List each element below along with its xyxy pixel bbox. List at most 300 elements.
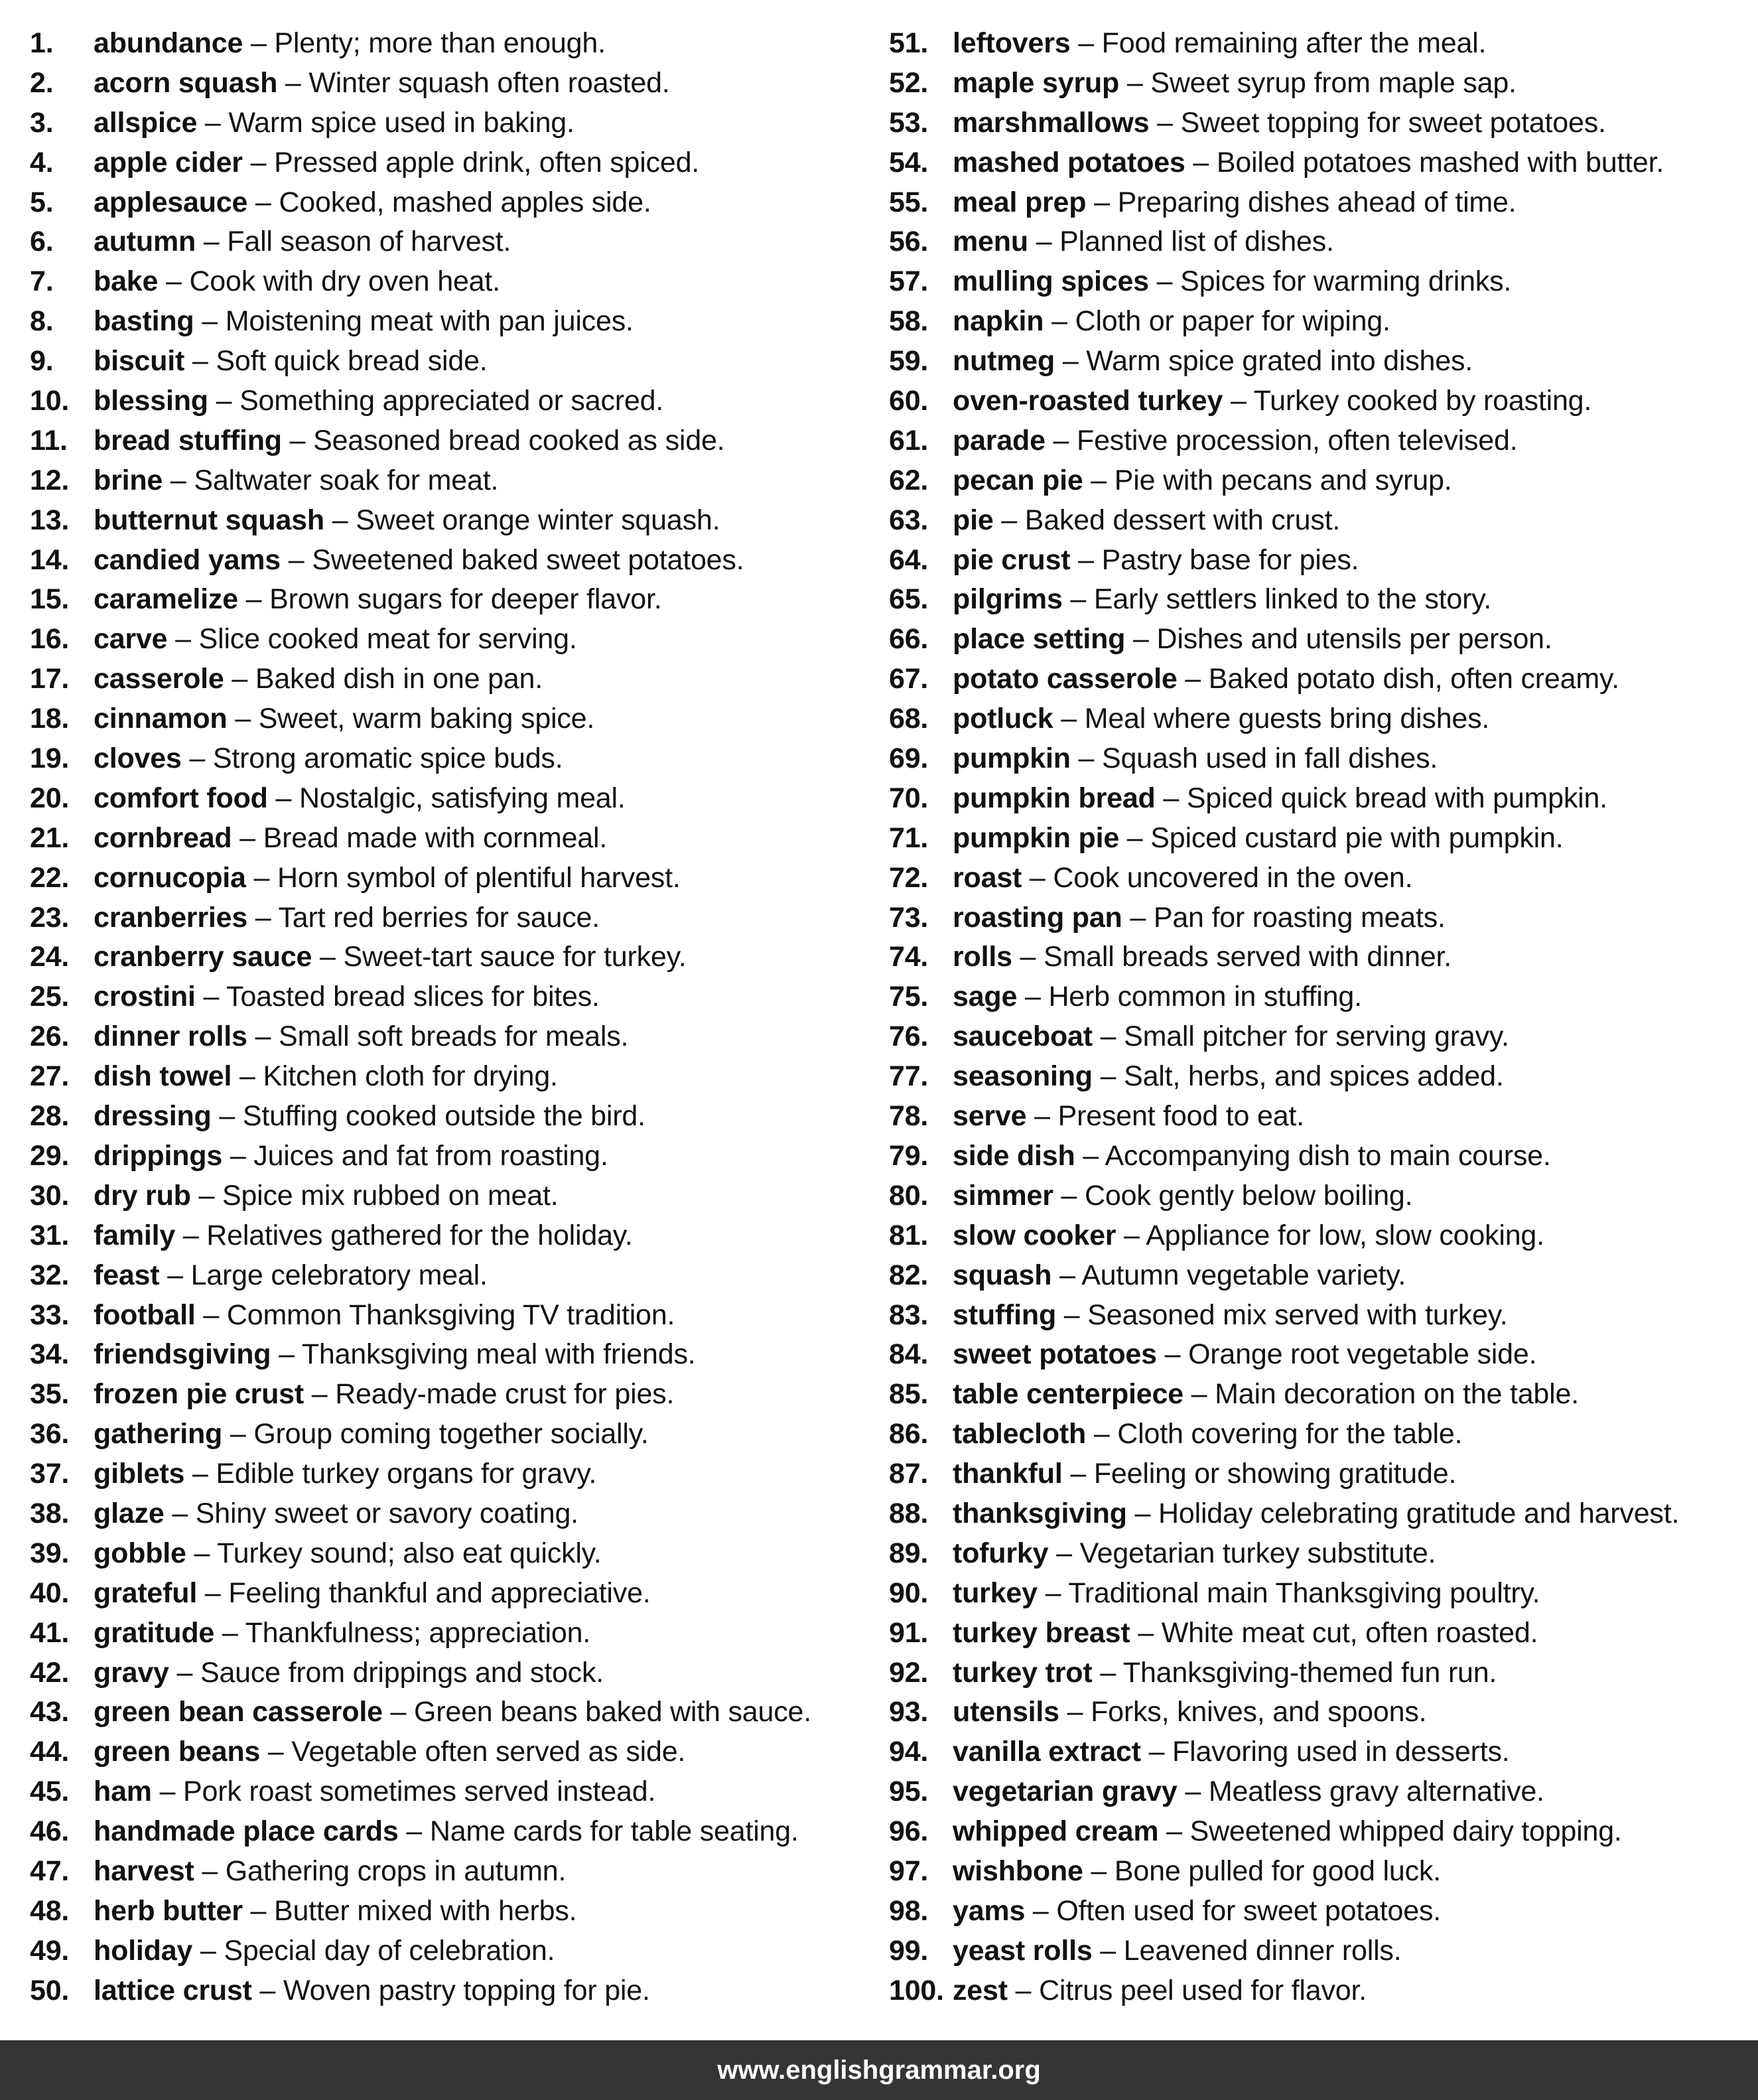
item-term: pilgrims bbox=[953, 583, 1063, 616]
item-separator: – bbox=[1062, 583, 1094, 616]
vocabulary-item bbox=[30, 898, 886, 938]
item-definition: White meat cut, often roasted. bbox=[1161, 1616, 1538, 1649]
item-definition: Bone pulled for good luck. bbox=[1114, 1855, 1441, 1887]
item-term: napkin bbox=[953, 305, 1044, 338]
item-separator: – bbox=[1119, 821, 1151, 854]
item-term: gathering bbox=[94, 1418, 223, 1450]
item-entry bbox=[94, 898, 600, 938]
item-definition: Slice cooked meat for serving. bbox=[198, 623, 577, 656]
item-entry bbox=[953, 1494, 1679, 1534]
item-separator: – bbox=[1056, 1298, 1088, 1331]
item-number: 84. bbox=[889, 1338, 929, 1371]
item-entry bbox=[953, 421, 1517, 461]
item-definition: Sweet orange winter squash. bbox=[356, 504, 720, 536]
vocabulary-item bbox=[889, 1574, 1751, 1614]
item-number: 14. bbox=[30, 543, 70, 576]
item-separator: – bbox=[211, 1100, 243, 1133]
item-entry bbox=[94, 819, 607, 859]
item-number: 68. bbox=[889, 703, 929, 735]
item-number: 29. bbox=[30, 1139, 70, 1172]
item-entry bbox=[94, 938, 686, 977]
item-number: 58. bbox=[889, 305, 929, 338]
item-entry bbox=[94, 1653, 604, 1693]
item-separator: – bbox=[1028, 226, 1060, 258]
item-number: 31. bbox=[30, 1219, 70, 1251]
item-number: 93. bbox=[889, 1696, 929, 1728]
item-definition: Small soft breads for meals. bbox=[278, 1020, 629, 1053]
item-number: 11. bbox=[30, 424, 68, 456]
item-entry bbox=[953, 461, 1452, 501]
vocabulary-item bbox=[889, 580, 1751, 620]
vocabulary-item bbox=[30, 1375, 886, 1415]
item-number: 72. bbox=[889, 861, 929, 894]
item-term: gravy bbox=[94, 1656, 169, 1689]
item-definition: Meatless gravy alternative. bbox=[1208, 1776, 1544, 1808]
item-definition: Juices and fat from roasting. bbox=[253, 1139, 608, 1172]
item-term: slow cooker bbox=[953, 1219, 1116, 1251]
item-separator: – bbox=[1053, 703, 1085, 735]
item-term: cloves bbox=[94, 742, 182, 775]
item-definition: Sweet topping for sweet potatoes. bbox=[1180, 106, 1606, 139]
item-term: roasting pan bbox=[953, 901, 1122, 934]
item-term: cranberries bbox=[94, 901, 248, 934]
item-separator: – bbox=[1017, 981, 1049, 1013]
item-term: harvest bbox=[94, 1855, 194, 1887]
item-term: wishbone bbox=[953, 1855, 1083, 1887]
item-term: casserole bbox=[94, 663, 224, 695]
item-term: blessing bbox=[94, 385, 208, 417]
item-separator: – bbox=[214, 1616, 245, 1649]
item-term: bread stuffing bbox=[94, 424, 282, 456]
item-entry bbox=[94, 977, 600, 1017]
item-number: 99. bbox=[889, 1934, 929, 1967]
item-definition: Feeling thankful and appreciative. bbox=[228, 1576, 651, 1609]
vocabulary-item bbox=[30, 1415, 886, 1454]
item-definition: Sweet-tart sauce for turkey. bbox=[343, 941, 687, 973]
item-term: glaze bbox=[94, 1497, 165, 1529]
item-term: green beans bbox=[94, 1736, 261, 1768]
vocabulary-item bbox=[30, 421, 886, 461]
item-definition: Present food to eat. bbox=[1057, 1100, 1304, 1133]
item-number: 49. bbox=[30, 1934, 70, 1967]
item-definition: Preparing dishes ahead of time. bbox=[1117, 186, 1517, 218]
item-separator: – bbox=[1086, 186, 1118, 218]
item-entry bbox=[953, 64, 1517, 104]
item-separator: – bbox=[1092, 1020, 1124, 1053]
item-entry bbox=[94, 660, 543, 699]
vocabulary-item bbox=[30, 24, 886, 64]
item-entry bbox=[953, 382, 1591, 421]
item-number: 27. bbox=[30, 1060, 70, 1093]
vocabulary-item bbox=[30, 143, 886, 183]
item-term: meal prep bbox=[953, 186, 1087, 218]
item-number: 53. bbox=[889, 106, 929, 139]
item-term: menu bbox=[953, 226, 1028, 258]
item-entry bbox=[953, 1216, 1544, 1256]
item-separator: – bbox=[1223, 385, 1254, 417]
item-number: 92. bbox=[889, 1656, 929, 1689]
item-separator: – bbox=[277, 66, 309, 99]
item-definition: Winter squash often roasted. bbox=[308, 66, 670, 99]
vocabulary-item bbox=[889, 1732, 1751, 1772]
item-term: thankful bbox=[953, 1458, 1063, 1490]
vocabulary-item bbox=[889, 1772, 1751, 1812]
vocabulary-item bbox=[30, 1614, 886, 1653]
item-entry bbox=[953, 1812, 1622, 1852]
item-definition: Spiced custard pie with pumpkin. bbox=[1150, 821, 1564, 854]
item-term: butternut squash bbox=[94, 504, 324, 536]
item-separator: – bbox=[1116, 1219, 1146, 1251]
item-separator: – bbox=[267, 782, 299, 814]
item-definition: Pork roast sometimes served instead. bbox=[183, 1776, 656, 1808]
item-entry bbox=[953, 898, 1446, 938]
item-separator: – bbox=[1125, 623, 1157, 656]
item-definition: Salt, herbs, and spices added. bbox=[1124, 1060, 1504, 1093]
item-term: table centerpiece bbox=[953, 1378, 1183, 1411]
item-definition: Saltwater soak for meat. bbox=[194, 464, 499, 496]
item-separator: – bbox=[1122, 901, 1154, 934]
item-entry bbox=[953, 541, 1359, 581]
item-term: squash bbox=[953, 1259, 1052, 1291]
item-entry bbox=[94, 1494, 578, 1534]
item-separator: – bbox=[1062, 1458, 1094, 1490]
item-separator: – bbox=[271, 1338, 302, 1371]
item-definition: Cook uncovered in the oven. bbox=[1053, 861, 1413, 894]
item-number: 54. bbox=[889, 146, 929, 178]
item-term: serve bbox=[953, 1100, 1027, 1133]
item-entry bbox=[94, 1375, 674, 1415]
vocabulary-item bbox=[889, 1534, 1751, 1574]
vocabulary-item bbox=[889, 1176, 1751, 1216]
item-number: 82. bbox=[889, 1259, 929, 1291]
item-definition: Thankfulness; appreciation. bbox=[245, 1616, 591, 1649]
item-term: ham bbox=[94, 1776, 152, 1808]
item-entry bbox=[94, 1454, 596, 1494]
item-term: tablecloth bbox=[953, 1418, 1087, 1450]
item-separator: – bbox=[1070, 27, 1102, 59]
item-entry bbox=[953, 779, 1607, 819]
vocabulary-item bbox=[30, 1653, 886, 1693]
item-term: comfort food bbox=[94, 782, 268, 814]
item-number: 57. bbox=[889, 265, 929, 298]
item-number: 6. bbox=[30, 226, 54, 258]
item-definition: Bread made with cornmeal. bbox=[263, 821, 608, 854]
item-separator: – bbox=[1126, 1497, 1159, 1529]
item-entry bbox=[953, 1335, 1536, 1375]
item-number: 33. bbox=[30, 1298, 70, 1331]
item-separator: – bbox=[181, 742, 213, 775]
item-entry bbox=[94, 1693, 811, 1732]
item-definition: Butter mixed with herbs. bbox=[273, 1894, 577, 1927]
item-entry bbox=[953, 1415, 1462, 1454]
item-definition: Early settlers linked to the story. bbox=[1093, 583, 1492, 616]
item-term: brine bbox=[94, 464, 163, 496]
item-separator: – bbox=[1148, 265, 1181, 298]
item-number: 59. bbox=[889, 345, 929, 378]
item-entry bbox=[94, 1574, 651, 1614]
item-entry bbox=[953, 977, 1362, 1017]
item-entry bbox=[94, 1971, 650, 2011]
item-term: cornbread bbox=[94, 821, 232, 854]
item-entry bbox=[94, 302, 634, 342]
item-entry bbox=[953, 1176, 1412, 1216]
item-separator: – bbox=[1092, 1934, 1124, 1967]
vocabulary-item bbox=[889, 461, 1751, 501]
item-entry bbox=[94, 1216, 633, 1256]
vocabulary-item bbox=[30, 302, 886, 342]
item-separator: – bbox=[281, 543, 312, 576]
item-term: turkey bbox=[953, 1576, 1038, 1609]
item-number: 96. bbox=[889, 1815, 929, 1848]
item-number: 24. bbox=[30, 941, 70, 973]
item-entry bbox=[94, 739, 563, 779]
vocabulary-item bbox=[30, 977, 886, 1017]
vocabulary-item bbox=[889, 1256, 1751, 1296]
item-definition: Pressed apple drink, often spiced. bbox=[274, 146, 700, 178]
item-definition: Nostalgic, satisfying meal. bbox=[299, 782, 626, 814]
item-entry bbox=[94, 1772, 655, 1812]
item-separator: – bbox=[303, 1378, 336, 1411]
item-number: 55. bbox=[889, 186, 929, 218]
item-definition: Dishes and utensils per person. bbox=[1156, 623, 1552, 656]
item-term: drippings bbox=[94, 1139, 223, 1172]
vocabulary-item bbox=[30, 1454, 886, 1494]
item-number: 67. bbox=[889, 663, 929, 695]
item-definition: Name cards for table seating. bbox=[429, 1815, 799, 1848]
item-number: 38. bbox=[30, 1497, 70, 1529]
item-term: dish towel bbox=[94, 1060, 232, 1093]
item-term: acorn squash bbox=[94, 66, 278, 99]
item-term: allspice bbox=[94, 106, 198, 139]
item-separator: – bbox=[324, 504, 356, 536]
item-number: 60. bbox=[889, 385, 929, 417]
item-entry bbox=[94, 1097, 645, 1137]
item-number: 45. bbox=[30, 1776, 70, 1808]
item-number: 16. bbox=[30, 623, 70, 656]
item-definition: Citrus peel used for flavor. bbox=[1039, 1974, 1367, 2006]
vocabulary-item bbox=[30, 699, 886, 739]
item-entry bbox=[94, 1931, 555, 1971]
item-entry bbox=[953, 1097, 1304, 1137]
item-separator: – bbox=[169, 1656, 200, 1689]
item-term: giblets bbox=[94, 1458, 185, 1490]
vocabulary-item bbox=[30, 461, 886, 501]
item-definition: Meal where guests bring dishes. bbox=[1084, 703, 1490, 735]
item-definition: Autumn vegetable variety. bbox=[1081, 1259, 1406, 1291]
item-number: 35. bbox=[30, 1378, 70, 1411]
item-separator: – bbox=[1045, 424, 1077, 456]
vocabulary-item bbox=[30, 64, 886, 104]
item-number: 40. bbox=[30, 1576, 70, 1609]
vocabulary-item bbox=[30, 262, 886, 302]
item-definition: Cloth covering for the table. bbox=[1117, 1418, 1463, 1450]
item-definition: Thanksgiving meal with friends. bbox=[301, 1338, 696, 1371]
item-definition: Accompanying dish to main course. bbox=[1105, 1139, 1551, 1172]
item-separator: – bbox=[382, 1696, 415, 1728]
item-entry bbox=[953, 1256, 1406, 1296]
vocabulary-item bbox=[889, 1415, 1751, 1454]
item-entry bbox=[953, 1017, 1509, 1057]
footer-website-text: www.englishgrammar.org bbox=[717, 2055, 1041, 2085]
item-definition: Common Thanksgiving TV tradition. bbox=[226, 1298, 675, 1331]
item-separator: – bbox=[237, 583, 270, 616]
item-definition: Squash used in fall dishes. bbox=[1101, 742, 1438, 775]
item-term: vegetarian gravy bbox=[953, 1776, 1178, 1808]
item-number: 56. bbox=[889, 226, 929, 258]
vocabulary-item bbox=[889, 1931, 1751, 1971]
item-term: crostini bbox=[94, 981, 196, 1013]
item-number: 28. bbox=[30, 1100, 70, 1133]
item-term: potato casserole bbox=[953, 663, 1178, 695]
item-entry bbox=[94, 104, 575, 143]
item-entry bbox=[94, 64, 670, 104]
item-definition: Moistening meat with pan juices. bbox=[225, 305, 634, 338]
item-entry bbox=[953, 1137, 1551, 1176]
item-term: feast bbox=[94, 1259, 160, 1291]
vocabulary-item bbox=[30, 1772, 886, 1812]
item-entry bbox=[94, 1732, 685, 1772]
item-term: oven-roasted turkey bbox=[953, 385, 1223, 417]
item-entry bbox=[953, 104, 1606, 143]
vocabulary-item bbox=[889, 699, 1751, 739]
item-definition: Festive procession, often televised. bbox=[1077, 424, 1518, 456]
item-separator: – bbox=[184, 1458, 216, 1490]
item-term: grateful bbox=[94, 1576, 198, 1609]
item-separator: – bbox=[1059, 1696, 1091, 1728]
item-separator: – bbox=[1130, 1616, 1162, 1649]
item-number: 62. bbox=[889, 464, 929, 496]
item-term: apple cider bbox=[94, 146, 243, 178]
item-definition: Group coming together socially. bbox=[253, 1418, 649, 1450]
item-term: whipped cream bbox=[953, 1815, 1159, 1848]
item-definition: Cooked, mashed apples side. bbox=[279, 186, 651, 218]
item-separator: – bbox=[164, 1497, 196, 1529]
item-definition: Fall season of harvest. bbox=[227, 226, 511, 258]
item-entry bbox=[953, 302, 1390, 342]
vocabulary-item bbox=[889, 1017, 1751, 1057]
item-number: 22. bbox=[30, 861, 70, 894]
item-number: 32. bbox=[30, 1259, 70, 1291]
vocabulary-item bbox=[889, 342, 1751, 382]
item-term: yeast rolls bbox=[953, 1934, 1093, 1967]
vocabulary-item bbox=[30, 779, 886, 819]
item-separator: – bbox=[1177, 1776, 1209, 1808]
item-definition: Sweetened baked sweet potatoes. bbox=[312, 543, 744, 576]
item-separator: – bbox=[243, 27, 275, 59]
item-definition: Strong aromatic spice buds. bbox=[212, 742, 563, 775]
item-definition: Appliance for low, slow cooking. bbox=[1146, 1219, 1544, 1251]
vocabulary-item bbox=[889, 64, 1751, 104]
item-definition: Seasoned mix served with turkey. bbox=[1087, 1298, 1508, 1331]
item-term: simmer bbox=[953, 1179, 1053, 1212]
item-number: 50. bbox=[30, 1974, 70, 2006]
item-definition: Flavoring used in desserts. bbox=[1172, 1736, 1510, 1768]
item-number: 37. bbox=[30, 1458, 70, 1490]
item-number: 73. bbox=[889, 901, 929, 934]
vocabulary-item bbox=[889, 898, 1751, 938]
vocabulary-item bbox=[30, 541, 886, 581]
item-entry bbox=[953, 859, 1412, 898]
item-entry bbox=[94, 461, 498, 501]
item-term: caramelize bbox=[94, 583, 238, 616]
item-term: roast bbox=[953, 861, 1022, 894]
item-number: 30. bbox=[30, 1179, 70, 1212]
item-separator: – bbox=[1156, 1338, 1189, 1371]
vocabulary-item bbox=[889, 1693, 1751, 1732]
item-entry bbox=[94, 541, 744, 581]
item-entry bbox=[94, 222, 511, 262]
item-definition: Turkey sound; also eat quickly. bbox=[217, 1537, 602, 1569]
item-separator: – bbox=[1083, 464, 1115, 496]
item-number: 13. bbox=[30, 504, 70, 536]
item-term: holiday bbox=[94, 1934, 193, 1967]
item-term: handmade place cards bbox=[94, 1815, 399, 1848]
item-separator: – bbox=[194, 305, 226, 338]
item-entry bbox=[94, 779, 626, 819]
item-number: 43. bbox=[30, 1696, 70, 1728]
vocabulary-item bbox=[30, 1057, 886, 1097]
item-number: 94. bbox=[889, 1736, 929, 1768]
item-separator: – bbox=[1183, 1378, 1215, 1411]
item-separator: – bbox=[194, 1855, 226, 1887]
vocabulary-item bbox=[30, 620, 886, 660]
vocabulary-item bbox=[889, 143, 1751, 183]
item-number: 80. bbox=[889, 1179, 929, 1212]
vocabulary-item bbox=[889, 1494, 1751, 1534]
item-term: pumpkin bbox=[953, 742, 1071, 775]
item-entry bbox=[953, 699, 1489, 739]
item-number: 34. bbox=[30, 1338, 70, 1371]
item-entry bbox=[953, 1454, 1456, 1494]
item-number: 19. bbox=[30, 742, 70, 775]
vocabulary-item bbox=[30, 1931, 886, 1971]
vocabulary-item bbox=[889, 977, 1751, 1017]
item-definition: Woven pastry topping for pie. bbox=[283, 1974, 650, 2006]
vocabulary-item bbox=[889, 1812, 1751, 1852]
vocabulary-item bbox=[30, 1693, 886, 1732]
vocabulary-column-left bbox=[30, 24, 886, 2011]
vocabulary-item bbox=[30, 342, 886, 382]
vocabulary-item bbox=[889, 1216, 1751, 1256]
vocabulary-item bbox=[30, 222, 886, 262]
item-definition: Large celebratory meal. bbox=[190, 1259, 488, 1291]
item-term: pie crust bbox=[953, 543, 1071, 576]
item-term: dressing bbox=[94, 1100, 212, 1133]
item-entry bbox=[953, 342, 1473, 382]
item-term: mulling spices bbox=[953, 265, 1149, 298]
item-definition: Sauce from drippings and stock. bbox=[200, 1656, 604, 1689]
item-definition: Baked dessert with crust. bbox=[1024, 504, 1341, 536]
item-separator: – bbox=[993, 504, 1025, 536]
vocabulary-item bbox=[889, 1653, 1751, 1693]
item-term: lattice crust bbox=[94, 1974, 252, 2006]
item-number: 15. bbox=[30, 583, 70, 616]
item-entry bbox=[953, 1693, 1426, 1732]
item-number: 5. bbox=[30, 186, 54, 218]
item-definition: Ready-made crust for pies. bbox=[335, 1378, 675, 1411]
item-separator: – bbox=[1044, 305, 1075, 338]
item-definition: Often used for sweet potatoes. bbox=[1056, 1894, 1442, 1927]
item-entry bbox=[953, 1852, 1441, 1892]
item-separator: – bbox=[260, 1736, 292, 1768]
item-separator: – bbox=[195, 981, 227, 1013]
item-definition: Gathering crops in autumn. bbox=[225, 1855, 567, 1887]
item-definition: Vegetarian turkey substitute. bbox=[1079, 1537, 1436, 1569]
item-separator: – bbox=[281, 424, 314, 456]
item-definition: Tart red berries for sauce. bbox=[278, 901, 600, 934]
item-separator: – bbox=[1149, 106, 1181, 139]
vocabulary-item bbox=[30, 1812, 886, 1852]
